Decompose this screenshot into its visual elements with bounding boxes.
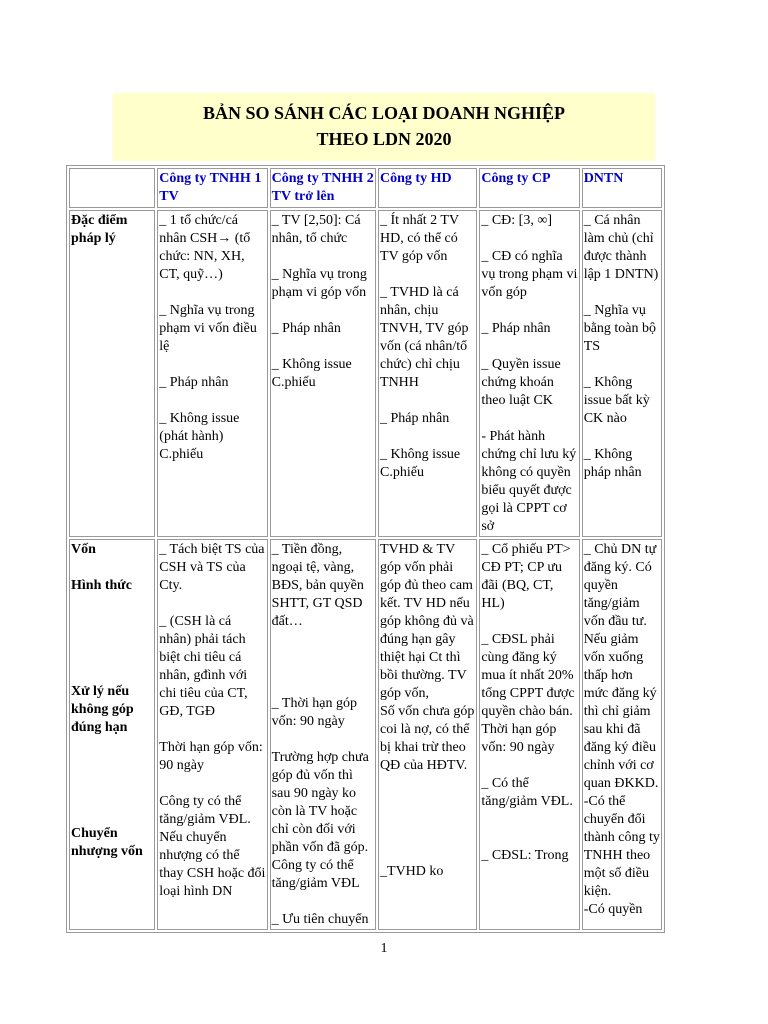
cell-text: _ (CSH là cá nhân) phải tách biệt chi tiêu cá nhân, gđình với chi tiêu của CT, GĐ, TGĐ — [159, 614, 248, 719]
cell-text: Trường hợp chưa góp đủ vốn thì sau 90 ngày ko còn là TV hoặc chỉ còn đối với phần vốn đã góp. Công ty có thể tăng/giảm VĐL — [271, 750, 369, 891]
cell-text: _ TV [2,50]: Cá nhân, tổ chức — [271, 213, 361, 246]
cell-text: _ Không issue (phát hành) C.phiếu — [159, 411, 240, 462]
cell-hd-von — [378, 539, 477, 930]
cell-cp-von — [479, 539, 579, 930]
cell-text: _ Pháp nhân — [481, 321, 551, 336]
header-cty-hd: Công ty HD — [378, 168, 477, 208]
header-tnhh-1tv: Công ty TNHH 1 TV — [157, 168, 267, 208]
cell-text: -Có quyền — [583, 902, 643, 917]
cell-text: _ Cổ phiếu PT> CĐ PT; CP ưu đãi (BQ, CT, HL) — [481, 542, 571, 611]
label-chuyen-nhuong: Chuyển nhượng vốn — [71, 826, 143, 859]
cell-text: _ Nghĩa vụ trong phạm vi góp vốn — [271, 267, 367, 300]
cell-text: _ Thời hạn góp vốn: 90 ngày — [271, 696, 357, 729]
cell-text: _ Không issue C.phiếu — [380, 447, 461, 480]
cell-tnhh1-dac-diem — [157, 210, 267, 537]
cell-text: _ TVHD là cá nhân, chịu TNVH, TV góp vốn (cá nhân/tổ chức) chỉ chịu TNHH — [380, 285, 469, 390]
label-von: Vốn — [71, 542, 96, 557]
cell-text: _ CĐSL phải cùng đăng ký mua ít nhất 20% tổng CPPT được quyền chào bán. Thời hạn góp vốn: 90 ngày — [481, 632, 575, 755]
cell-text: _ Tiền đồng, ngoại tệ, vàng, BĐS, bản quyền SHTT, GT QSD đất… — [271, 542, 364, 629]
cell-text: TVHD & TV góp vốn phải góp đủ theo cam kết. TV HD nếu góp không đủ và đúng hạn gây thiệt hại Ct thì bồi thường. TV góp vốn, — [380, 542, 474, 701]
cell-text: _ Có thể tăng/giảm VĐL. — [481, 776, 573, 809]
cell-tnhh2-von — [270, 539, 376, 930]
cell-text: - Phát hành chứng chỉ lưu ký không có quyền biểu quyết được gọi là CPPT cơ sở — [481, 429, 577, 534]
cell-text: _ CĐ: [3, ∞] — [481, 213, 552, 228]
row-von — [69, 539, 662, 930]
cell-text: _ Tách biệt TS của CSH và TS của Cty. — [159, 542, 265, 593]
cell-hd-dac-diem — [378, 210, 477, 537]
title-line-2: THEO LDN 2020 — [316, 129, 452, 149]
cell-dntn-von — [582, 539, 662, 930]
label-xu-ly: Xử lý nếu không góp đúng hạn — [71, 684, 134, 735]
comparison-table — [66, 165, 665, 933]
cell-text: _ 1 tổ chức/cá nhân CSH→ (tổ chức: NN, XH, CT, quỹ…) — [159, 213, 251, 282]
row-label-dac-diem: Đặc điểm pháp lý — [69, 210, 155, 537]
cell-text: _ Pháp nhân — [380, 411, 450, 426]
header-tnhh-2tv: Công ty TNHH 2 TV trở lên — [270, 168, 376, 208]
cell-text: _ CĐSL: Trong — [481, 848, 569, 863]
cell-dntn-dac-diem — [582, 210, 662, 537]
cell-text: Công ty có thể tăng/giảm VĐL. Nếu chuyển nhượng có thể thay CSH hoặc đổi loại hình DN — [159, 794, 266, 899]
cell-text: _ Nghĩa vụ trong phạm vi vốn điều lệ — [159, 303, 257, 354]
cell-text: _ Không issue bất kỳ CK nào — [583, 375, 650, 426]
cell-text: _ Nghĩa vụ bằng toàn bộ TS — [583, 303, 657, 354]
cell-text: _TVHD ko — [380, 864, 444, 879]
label-hinh-thuc: Hình thức — [71, 578, 132, 593]
cell-tnhh1-von — [157, 539, 267, 930]
header-row — [69, 168, 662, 208]
cell-text: _ Ít nhất 2 TV HD, có thể có TV góp vốn — [380, 213, 459, 264]
title-line-1: BẢN SO SÁNH CÁC LOẠI DOANH NGHIỆP — [202, 103, 566, 123]
cell-text: -Có thể chuyển đổi thành công ty TNHH theo một số điều kiện. — [583, 794, 660, 899]
cell-text: _ Không issue C.phiếu — [271, 357, 352, 390]
row-label-von — [69, 539, 155, 930]
cell-text: _ Quyền issue chứng khoán theo luật CK — [481, 357, 561, 408]
cell-text: Số vốn chưa góp coi là nợ, có thể bị khai trừ theo QĐ của HĐTV. — [380, 704, 475, 773]
page-number: 1 — [380, 941, 388, 956]
cell-cp-dac-diem — [479, 210, 579, 537]
header-empty-cell — [69, 168, 155, 208]
cell-text: Thời hạn góp vốn: 90 ngày — [159, 740, 263, 773]
cell-text: _ Ưu tiên chuyển — [271, 912, 369, 927]
cell-text: _ Pháp nhân — [271, 321, 341, 336]
document-title — [113, 93, 655, 161]
cell-text: _ Pháp nhân — [159, 375, 229, 390]
cell-text: _ Chủ DN tự đăng ký. Có quyền tăng/giảm vốn đầu tư. Nếu giảm vốn xuống thấp hơn mức đăng ký thì chỉ giảm sau khi đã đăng ký điều chỉnh với cơ quan ĐKKD. — [583, 542, 659, 791]
cell-text: _ Không pháp nhân — [583, 447, 642, 480]
header-dntn: DNTN — [582, 168, 662, 208]
cell-text: _ Cá nhân làm chủ (chỉ được thành lập 1 DNTN) — [583, 213, 659, 282]
row-dac-diem-phap-ly — [69, 210, 662, 537]
header-cty-cp: Công ty CP — [479, 168, 579, 208]
cell-tnhh2-dac-diem — [270, 210, 376, 537]
cell-text: _ CĐ có nghĩa vụ trong phạm vi vốn góp — [481, 249, 578, 300]
